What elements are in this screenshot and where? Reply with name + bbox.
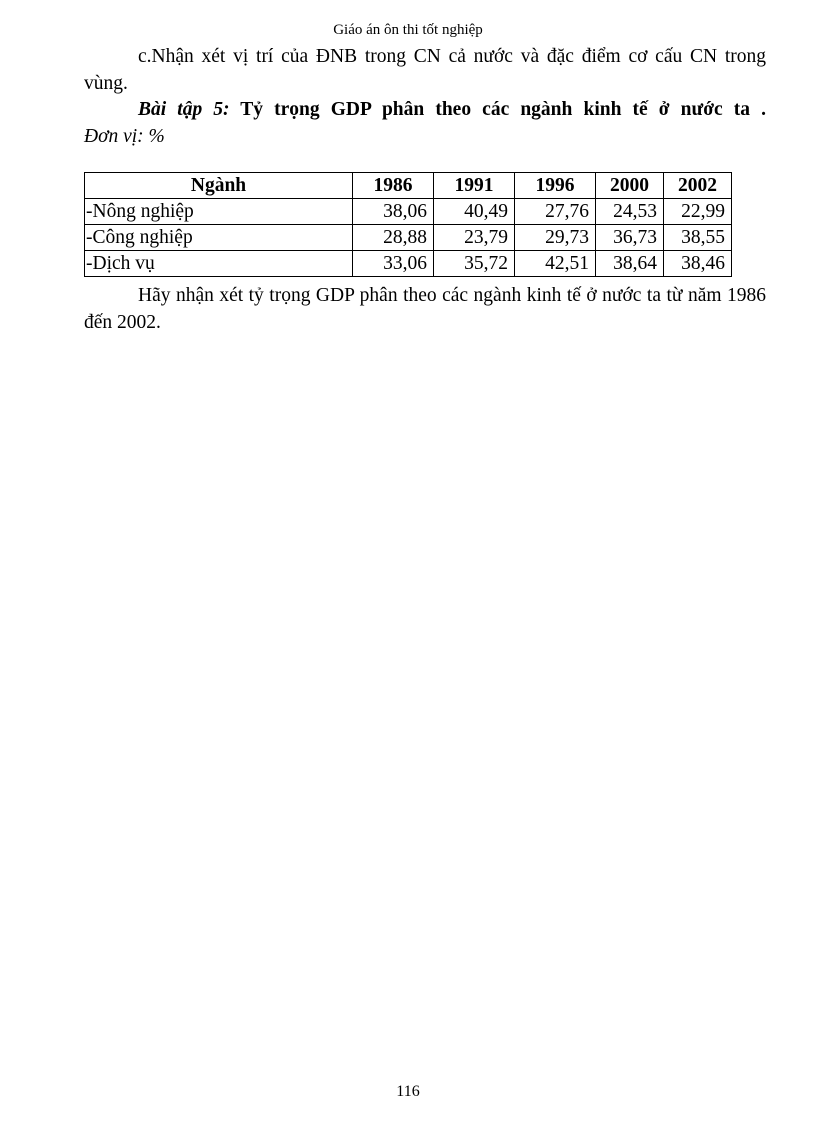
column-header: 1991 xyxy=(434,173,515,199)
table-cell: -Dịch vụ xyxy=(85,251,353,277)
page-number: 116 xyxy=(396,1083,420,1100)
table-cell: 42,51 xyxy=(515,251,596,277)
column-header: 1986 xyxy=(353,173,434,199)
page-header: Giáo án ôn thi tốt nghiệp xyxy=(333,22,483,38)
column-header: 2000 xyxy=(596,173,664,199)
table-cell: 28,88 xyxy=(353,225,434,251)
table-cell: 38,06 xyxy=(353,199,434,225)
gdp-table xyxy=(84,172,732,277)
table-cell: 36,73 xyxy=(596,225,664,251)
column-header: 2002 xyxy=(664,173,732,199)
table-cell: 23,79 xyxy=(434,225,515,251)
table-row xyxy=(85,225,732,251)
exercise-title-line xyxy=(84,96,766,123)
column-header: Ngành xyxy=(85,173,353,199)
table-cell: 38,46 xyxy=(664,251,732,277)
exercise-heading xyxy=(84,96,766,150)
table-cell: 38,64 xyxy=(596,251,664,277)
question-text: Hãy nhận xét tỷ trọng GDP phân theo các ngành kinh tế ở nước ta từ năm 1986 đến 2002. xyxy=(84,285,766,333)
table-header-row xyxy=(85,173,732,199)
column-header: 1996 xyxy=(515,173,596,199)
exercise-unit: Đơn vị: % xyxy=(84,126,165,147)
table-cell: 27,76 xyxy=(515,199,596,225)
table-cell: 38,55 xyxy=(664,225,732,251)
task-c-text: c.Nhận xét vị trí của ĐNB trong CN cả nước và đặc điểm cơ cấu CN trong vùng. xyxy=(84,46,766,94)
table-cell: 35,72 xyxy=(434,251,515,277)
table-row xyxy=(85,199,732,225)
task-c-paragraph xyxy=(84,43,766,97)
table-cell: -Công nghiệp xyxy=(85,225,353,251)
table-cell: 29,73 xyxy=(515,225,596,251)
table-cell: 40,49 xyxy=(434,199,515,225)
table-row xyxy=(85,251,732,277)
table-cell: 22,99 xyxy=(664,199,732,225)
table-cell: 24,53 xyxy=(596,199,664,225)
exercise-title: Tỷ trọng GDP phân theo các ngành kinh tế ở nước ta . xyxy=(229,99,766,120)
question-paragraph xyxy=(84,282,766,336)
table-cell: -Nông nghiệp xyxy=(85,199,353,225)
exercise-label: Bài tập 5: xyxy=(138,99,230,120)
table-cell: 33,06 xyxy=(353,251,434,277)
